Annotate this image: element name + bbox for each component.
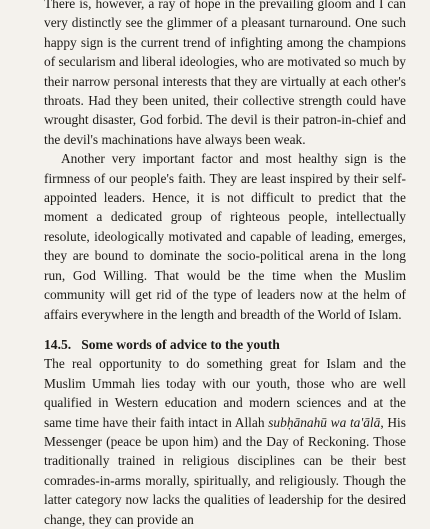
paragraph-advice-youth-part1: The real opportunity to do something great for Islam and the Muslim Ummah lies today with our youth, those who are well qualified in Western education and modern sciences and at the same time have their faith intact in Allah (44, 356, 406, 430)
paragraph-advice-youth-part2: , His Messenger (peace be upon him) and the Day of Reckoning. Those traditionally trained in religious disciplines can be their best comrades-in-arms morally, spiritually, and religiously. Though the latter category now lacks the qualities of leadership for the desired change, they can provide an (44, 414, 406, 527)
paragraph-ray-of-hope: There is, however, a ray of hope in the prevailing gloom and I can very distinctly see the glimmer of a pleasant turnaround. One such happy sign is the current trend of infighting among the champions of secularism and liberal ideologies, who are motivated so much by their narrow personal interests that they are virtually at each other's throats. Had they been united, their collective strength could have wrought disaster, God forbid. The devil is their patron-in-chief and the devil's machinations have always been weak. (44, 0, 406, 147)
body-text (44, 0, 406, 529)
paragraph-peoples-faith: Another very important factor and most healthy sign is the firmness of our people's faith. They are least inspired by their self-appointed leaders. Hence, it is not difficult to predict that the moment a dedicated group of righteous people, intellectually resolute, ideologically motivated and capable of leading, emerges, they are bound to dominate the socio-political arena in the long run, God Willing. That would be the time when the Muslim community will get rid of the type of leaders now at the helm of affairs everywhere in the length and breadth of the World of Islam. (44, 151, 406, 322)
section-title: Some words of advice to the youth (81, 336, 280, 352)
paragraph-advice-youth (44, 354, 406, 529)
section-number: 14.5. (44, 336, 72, 352)
honorific-text: subḥānahū wa ta'ālā (268, 414, 381, 430)
section-heading (44, 335, 406, 354)
